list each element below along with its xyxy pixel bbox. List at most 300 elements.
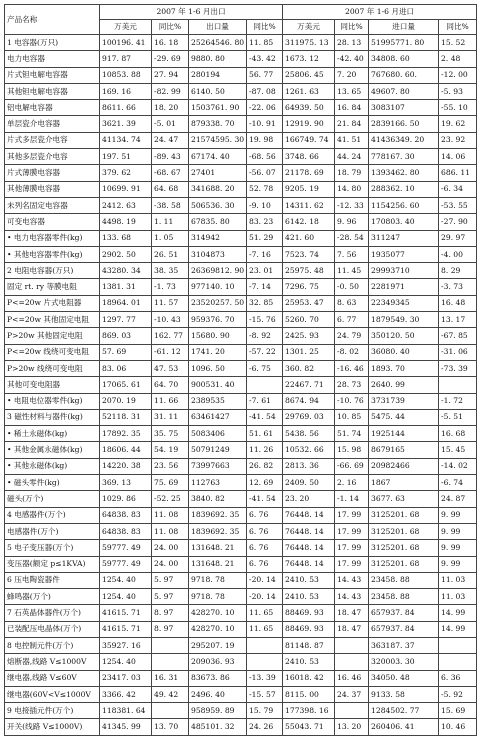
table-cell: 879338. 70	[189, 116, 247, 132]
product-name-cell: P>20w 线绕可变电阻	[5, 360, 100, 376]
data-table	[4, 4, 477, 736]
table-cell: 1297. 77	[100, 312, 152, 328]
table-cell: 24. 47	[152, 132, 189, 148]
table-cell	[439, 637, 477, 653]
table-cell: 23. 56	[152, 458, 189, 474]
table-cell: 64. 68	[152, 181, 189, 197]
table-cell: 23. 01	[247, 263, 283, 279]
table-cell: 1839692. 35	[189, 507, 247, 523]
product-name-cell: 继电器(60V<V≤1000V	[5, 686, 100, 702]
table-cell	[247, 637, 283, 653]
product-name-cell: 已装配压电晶体(万个)	[5, 621, 100, 637]
table-cell	[152, 654, 189, 670]
table-cell: -7. 14	[247, 279, 283, 295]
table-cell: -15. 76	[247, 312, 283, 328]
table-cell: -27. 90	[439, 214, 477, 230]
table-cell: -13. 39	[247, 670, 283, 686]
table-cell: 8. 63	[335, 295, 369, 311]
table-cell: 2. 16	[335, 475, 369, 491]
table-cell	[335, 703, 369, 719]
table-cell: 1673. 12	[283, 51, 335, 67]
table-cell: 7. 20	[335, 67, 369, 83]
table-cell: -52. 25	[152, 491, 189, 507]
table-cell: 9133. 58	[369, 686, 439, 702]
table-cell: -1. 14	[335, 491, 369, 507]
table-cell: 1393462. 80	[369, 165, 439, 181]
table-cell: 311975. 13	[283, 35, 335, 51]
table-cell: 15. 69	[439, 703, 477, 719]
table-cell: 14311. 62	[283, 197, 335, 213]
table-cell: -10. 91	[247, 116, 283, 132]
table-cell: 57. 69	[100, 344, 152, 360]
table-cell: -16. 46	[335, 360, 369, 376]
table-cell: -53. 55	[439, 197, 477, 213]
table-cell: 6140. 50	[189, 83, 247, 99]
table-row	[5, 344, 477, 360]
product-name-cell: 其他多层瓷介电容	[5, 149, 100, 165]
product-name-cell: 4 电感器件(万个)	[5, 507, 100, 523]
table-cell: 421. 60	[283, 230, 335, 246]
product-name-cell: 固定 rt. ry 等膜电阻	[5, 279, 100, 295]
table-cell: 88469. 93	[283, 605, 335, 621]
table-cell: 64838. 83	[100, 523, 152, 539]
table-cell: 29993710	[369, 263, 439, 279]
table-cell: 35. 75	[152, 426, 189, 442]
table-cell: 21178. 69	[283, 165, 335, 181]
table-cell: 59777. 49	[100, 556, 152, 572]
product-name-cell: 单层瓷介电容器	[5, 116, 100, 132]
table-cell: -41. 54	[247, 409, 283, 425]
table-cell: 15680. 90	[189, 328, 247, 344]
table-cell: 9. 99	[439, 556, 477, 572]
table-cell: 28. 13	[335, 35, 369, 51]
table-cell: 7523. 74	[283, 246, 335, 262]
table-cell: 1839692. 35	[189, 523, 247, 539]
table-cell: 25953. 47	[283, 295, 335, 311]
table-row	[5, 328, 477, 344]
table-cell: 16. 48	[439, 295, 477, 311]
table-cell: 73997663	[189, 458, 247, 474]
table-cell: 1029. 86	[100, 491, 152, 507]
table-cell: -10. 76	[335, 393, 369, 409]
table-cell: 23520257. 50	[189, 295, 247, 311]
table-cell: 44. 24	[335, 149, 369, 165]
table-cell: 76448. 14	[283, 507, 335, 523]
table-cell: 379. 62	[100, 165, 152, 181]
table-cell: 363187. 37	[369, 637, 439, 653]
table-row	[5, 540, 477, 556]
export-group-header: 2007 年 1-6 月出口	[100, 5, 283, 20]
column-header: 同比%	[247, 20, 283, 35]
table-cell: 88469. 93	[283, 621, 335, 637]
table-cell: 23417. 03	[100, 670, 152, 686]
product-name-cell: • 电阻电位器零件(kg)	[5, 393, 100, 409]
table-cell: 64. 70	[152, 377, 189, 393]
table-cell: 50791249	[189, 442, 247, 458]
table-cell: -38. 58	[152, 197, 189, 213]
table-cell	[152, 637, 189, 653]
table-cell: 958959. 89	[189, 703, 247, 719]
table-cell: 16. 46	[335, 670, 369, 686]
table-cell: 17. 99	[335, 507, 369, 523]
table-cell: 1301. 25	[283, 344, 335, 360]
table-cell: 59777. 49	[100, 540, 152, 556]
table-cell: 4498. 19	[100, 214, 152, 230]
product-name-cell: 5 电子变压器(万个)	[5, 540, 100, 556]
table-cell: 2410. 53	[283, 654, 335, 670]
table-cell: -89. 43	[152, 149, 189, 165]
table-cell: 34050. 48	[369, 670, 439, 686]
product-name-cell: 其他可变电阻器	[5, 377, 100, 393]
table-cell: 5438. 56	[283, 426, 335, 442]
product-name-cell: 磁头(万个)	[5, 491, 100, 507]
table-row	[5, 507, 477, 523]
table-cell: 369. 13	[100, 475, 152, 491]
table-cell: 209036. 93	[189, 654, 247, 670]
table-cell: 9880. 80	[189, 51, 247, 67]
table-cell: 170803. 40	[369, 214, 439, 230]
table-cell: 21574595. 30	[189, 132, 247, 148]
table-cell: -0. 50	[335, 279, 369, 295]
table-cell: -29. 69	[152, 51, 189, 67]
table-cell	[439, 377, 477, 393]
table-cell: -7. 61	[247, 393, 283, 409]
table-cell: 16. 68	[439, 426, 477, 442]
table-cell: 1284502. 77	[369, 703, 439, 719]
product-name-cell: • 稀土永磁体(kg)	[5, 426, 100, 442]
table-cell: 76448. 14	[283, 523, 335, 539]
table-cell: 24. 37	[335, 686, 369, 702]
table-cell: 778167. 30	[369, 149, 439, 165]
table-cell: -5. 51	[439, 409, 477, 425]
table-cell: 112763	[189, 475, 247, 491]
table-cell: 47. 53	[152, 360, 189, 376]
table-cell: 11. 03	[439, 572, 477, 588]
table-cell: 35927. 16	[100, 637, 152, 653]
product-name-cell: • 磁头零件(kg)	[5, 475, 100, 491]
table-cell: 8. 29	[439, 263, 477, 279]
table-cell: 8115. 00	[283, 686, 335, 702]
table-row	[5, 491, 477, 507]
product-name-cell: 6 压电陶瓷器件	[5, 572, 100, 588]
table-cell: 15. 45	[439, 442, 477, 458]
table-cell: 16. 84	[335, 100, 369, 116]
table-row	[5, 686, 477, 702]
table-cell: 23. 92	[439, 132, 477, 148]
product-name-cell: • 其他永磁体(kg)	[5, 458, 100, 474]
table-cell: 1879549. 30	[369, 312, 439, 328]
table-cell: 24. 79	[335, 328, 369, 344]
table-cell: 260406. 41	[369, 719, 439, 735]
table-row	[5, 605, 477, 621]
product-name-cell: 蜂鸣器(万个)	[5, 589, 100, 605]
table-cell: 8611. 66	[100, 100, 152, 116]
table-cell: 360. 82	[283, 360, 335, 376]
table-body	[5, 35, 477, 736]
product-name-cell: 变压器(额定 p≤1KVA)	[5, 556, 100, 572]
table-cell: 31. 11	[152, 409, 189, 425]
table-cell: 49. 42	[152, 686, 189, 702]
table-row	[5, 116, 477, 132]
product-name-cell: P<=20w 其他固定电阻	[5, 312, 100, 328]
table-cell: 32. 85	[247, 295, 283, 311]
table-cell: 24. 00	[152, 556, 189, 572]
table-cell: 11. 65	[247, 621, 283, 637]
table-cell: 23458. 88	[369, 572, 439, 588]
table-cell: 8674. 94	[283, 393, 335, 409]
product-name-cell: P>20w 其他固定电阻	[5, 328, 100, 344]
table-cell: 8. 97	[152, 605, 189, 621]
table-cell: -8. 02	[335, 344, 369, 360]
table-cell	[247, 377, 283, 393]
table-cell: -68. 67	[152, 165, 189, 181]
table-cell: 314942	[189, 230, 247, 246]
table-cell: 25806. 45	[283, 67, 335, 83]
table-cell: 2640. 99	[369, 377, 439, 393]
table-cell: 6. 76	[247, 556, 283, 572]
table-cell: -31. 06	[439, 344, 477, 360]
product-name-cell: 片式钽电解电容器	[5, 67, 100, 83]
table-cell: 2813. 36	[283, 458, 335, 474]
table-cell: 28. 73	[335, 377, 369, 393]
table-cell	[152, 703, 189, 719]
table-row	[5, 51, 477, 67]
table-cell: 2281971	[369, 279, 439, 295]
table-cell: 1254. 40	[100, 589, 152, 605]
table-cell: 10699. 91	[100, 181, 152, 197]
table-cell: 14220. 38	[100, 458, 152, 474]
table-cell: 5. 97	[152, 589, 189, 605]
table-cell: 657937. 84	[369, 605, 439, 621]
product-name-cell: 开关(线路 V≤1000V)	[5, 719, 100, 735]
table-cell: 14. 43	[335, 589, 369, 605]
table-row	[5, 214, 477, 230]
table-cell: 19. 98	[247, 132, 283, 148]
table-cell: 81148. 87	[283, 637, 335, 653]
product-name-cell: 1 电容器(万只)	[5, 35, 100, 51]
table-cell: 3731739	[369, 393, 439, 409]
table-cell: 11. 08	[152, 507, 189, 523]
product-name-cell: 8 电控制元件(万个)	[5, 637, 100, 653]
table-cell: 3840. 82	[189, 491, 247, 507]
table-row	[5, 360, 477, 376]
table-cell: 13. 65	[335, 83, 369, 99]
table-cell: 869. 03	[100, 328, 152, 344]
table-row	[5, 149, 477, 165]
table-cell: 36080. 40	[369, 344, 439, 360]
table-cell: 6. 76	[247, 507, 283, 523]
table-cell: 3621. 39	[100, 116, 152, 132]
table-cell: 26. 82	[247, 458, 283, 474]
table-cell: 657937. 84	[369, 621, 439, 637]
table-cell: 6142. 18	[283, 214, 335, 230]
table-cell: 25975. 48	[283, 263, 335, 279]
table-row	[5, 67, 477, 83]
table-cell: 959376. 70	[189, 312, 247, 328]
table-cell: 13. 20	[335, 719, 369, 735]
table-cell: 5260. 70	[283, 312, 335, 328]
table-cell: 25264546. 80	[189, 35, 247, 51]
table-cell: 17065. 61	[100, 377, 152, 393]
table-cell: 17. 99	[335, 523, 369, 539]
table-cell: 41134. 74	[100, 132, 152, 148]
table-cell: 5083406	[189, 426, 247, 442]
column-header: 万美元	[283, 20, 335, 35]
table-cell: 51. 74	[335, 426, 369, 442]
table-cell: 11. 85	[247, 35, 283, 51]
table-cell: 13. 70	[152, 719, 189, 735]
table-cell: 1893. 70	[369, 360, 439, 376]
table-cell: -7. 16	[247, 246, 283, 262]
table-cell: 9718. 78	[189, 572, 247, 588]
table-row	[5, 197, 477, 213]
table-row	[5, 165, 477, 181]
product-name-cell: 继电器,线路 V≤60V	[5, 670, 100, 686]
table-row	[5, 458, 477, 474]
product-name-cell: • 电力电容器零件(kg)	[5, 230, 100, 246]
table-cell: 9. 99	[439, 523, 477, 539]
table-cell: 27401	[189, 165, 247, 181]
table-row	[5, 523, 477, 539]
table-cell: 51. 61	[247, 426, 283, 442]
table-row	[5, 621, 477, 637]
header-row-groups	[5, 5, 477, 20]
table-cell: 16018. 42	[283, 670, 335, 686]
table-cell: 51995771. 80	[369, 35, 439, 51]
table-cell: 14. 43	[335, 572, 369, 588]
table-cell: 3748. 66	[283, 149, 335, 165]
table-cell: 15. 79	[247, 703, 283, 719]
column-header: 同比%	[335, 20, 369, 35]
table-cell: 2412. 63	[100, 197, 152, 213]
table-cell: 1935077	[369, 246, 439, 262]
table-cell	[247, 654, 283, 670]
table-cell: 5. 97	[152, 572, 189, 588]
product-name-cell: 9 电接插元件(万个)	[5, 703, 100, 719]
table-cell: 17. 99	[335, 556, 369, 572]
table-cell: 11. 03	[439, 589, 477, 605]
column-header: 万美元	[100, 20, 152, 35]
table-row	[5, 83, 477, 99]
table-cell: -6. 34	[439, 181, 477, 197]
table-cell: 83. 06	[100, 360, 152, 376]
import-group-header: 2007 年 1-6 月进口	[283, 5, 477, 20]
table-cell: 13. 17	[439, 312, 477, 328]
table-cell: 51. 29	[247, 230, 283, 246]
table-cell: 55043. 71	[283, 719, 335, 735]
column-header: 出口量	[189, 20, 247, 35]
table-cell: 52. 78	[247, 181, 283, 197]
table-cell: 18964. 01	[100, 295, 152, 311]
table-cell: 2902. 50	[100, 246, 152, 262]
table-cell: 29769. 03	[283, 409, 335, 425]
table-cell: 2839166. 50	[369, 116, 439, 132]
table-cell: 6. 36	[439, 670, 477, 686]
table-cell: 485101. 32	[189, 719, 247, 735]
table-cell: -61. 12	[152, 344, 189, 360]
table-cell: 295207. 19	[189, 637, 247, 653]
table-cell: 1154256. 60	[369, 197, 439, 213]
table-cell: -1. 72	[439, 393, 477, 409]
table-cell: 17. 99	[335, 540, 369, 556]
table-cell: -10. 43	[152, 312, 189, 328]
table-cell: 54. 19	[152, 442, 189, 458]
table-cell: 11. 65	[247, 605, 283, 621]
table-row	[5, 312, 477, 328]
table-cell: 83673. 86	[189, 670, 247, 686]
table-row	[5, 35, 477, 51]
table-cell: -9. 10	[247, 197, 283, 213]
table-cell: -55. 10	[439, 100, 477, 116]
table-cell: 9. 99	[439, 540, 477, 556]
table-cell: -5. 92	[439, 686, 477, 702]
product-name-cell: 片式多层瓷介电容	[5, 132, 100, 148]
table-cell: -22. 06	[247, 100, 283, 116]
table-cell: 9205. 19	[283, 181, 335, 197]
table-cell: 5475. 44	[369, 409, 439, 425]
table-cell: 977140. 10	[189, 279, 247, 295]
table-cell: 15. 52	[439, 35, 477, 51]
product-name-cell: 2 电阻电容器(万只)	[5, 263, 100, 279]
table-cell: 100196. 41	[100, 35, 152, 51]
table-cell: 49607. 80	[369, 83, 439, 99]
table-cell: 26369812. 90	[189, 263, 247, 279]
table-cell: 11. 45	[335, 263, 369, 279]
table-cell: 3125201. 68	[369, 507, 439, 523]
table-cell: -5. 01	[152, 116, 189, 132]
table-cell: 169. 16	[100, 83, 152, 99]
table-cell: 320003. 30	[369, 654, 439, 670]
table-cell: 12919. 90	[283, 116, 335, 132]
table-cell: -41. 54	[247, 491, 283, 507]
table-cell: 16. 31	[152, 670, 189, 686]
table-cell: 67835. 80	[189, 214, 247, 230]
table-cell: -5. 93	[439, 83, 477, 99]
table-cell: -43. 42	[247, 51, 283, 67]
table-cell: 1741. 20	[189, 344, 247, 360]
table-cell: 311247	[369, 230, 439, 246]
product-name-cell: 可变电容器	[5, 214, 100, 230]
table-cell: 56. 77	[247, 67, 283, 83]
table-cell: 18. 20	[152, 100, 189, 116]
table-cell: 2070. 19	[100, 393, 152, 409]
table-cell: 24. 26	[247, 719, 283, 735]
product-name-cell: 熔断器,线路 V≤1000V	[5, 654, 100, 670]
table-cell: 24. 87	[439, 491, 477, 507]
table-cell: 8. 97	[152, 621, 189, 637]
table-cell: -15. 57	[247, 686, 283, 702]
table-cell: 2389535	[189, 393, 247, 409]
table-cell: 3104873	[189, 246, 247, 262]
table-cell: 67174. 40	[189, 149, 247, 165]
table-cell: 11. 57	[152, 295, 189, 311]
product-name-cell: 电感器件(万个)	[5, 523, 100, 539]
table-cell: 197. 51	[100, 149, 152, 165]
table-cell: 9. 96	[335, 214, 369, 230]
table-cell: -42. 40	[335, 51, 369, 67]
table-row	[5, 393, 477, 409]
table-cell: 288362. 10	[369, 181, 439, 197]
table-cell: 43280. 34	[100, 263, 152, 279]
table-cell: 1096. 50	[189, 360, 247, 376]
table-row	[5, 703, 477, 719]
table-cell: 14. 99	[439, 605, 477, 621]
table-cell: 63461427	[189, 409, 247, 425]
table-cell: 3125201. 68	[369, 523, 439, 539]
table-cell: -1. 73	[152, 279, 189, 295]
product-name-cell: 电力电容器	[5, 51, 100, 67]
table-cell: 20982466	[369, 458, 439, 474]
